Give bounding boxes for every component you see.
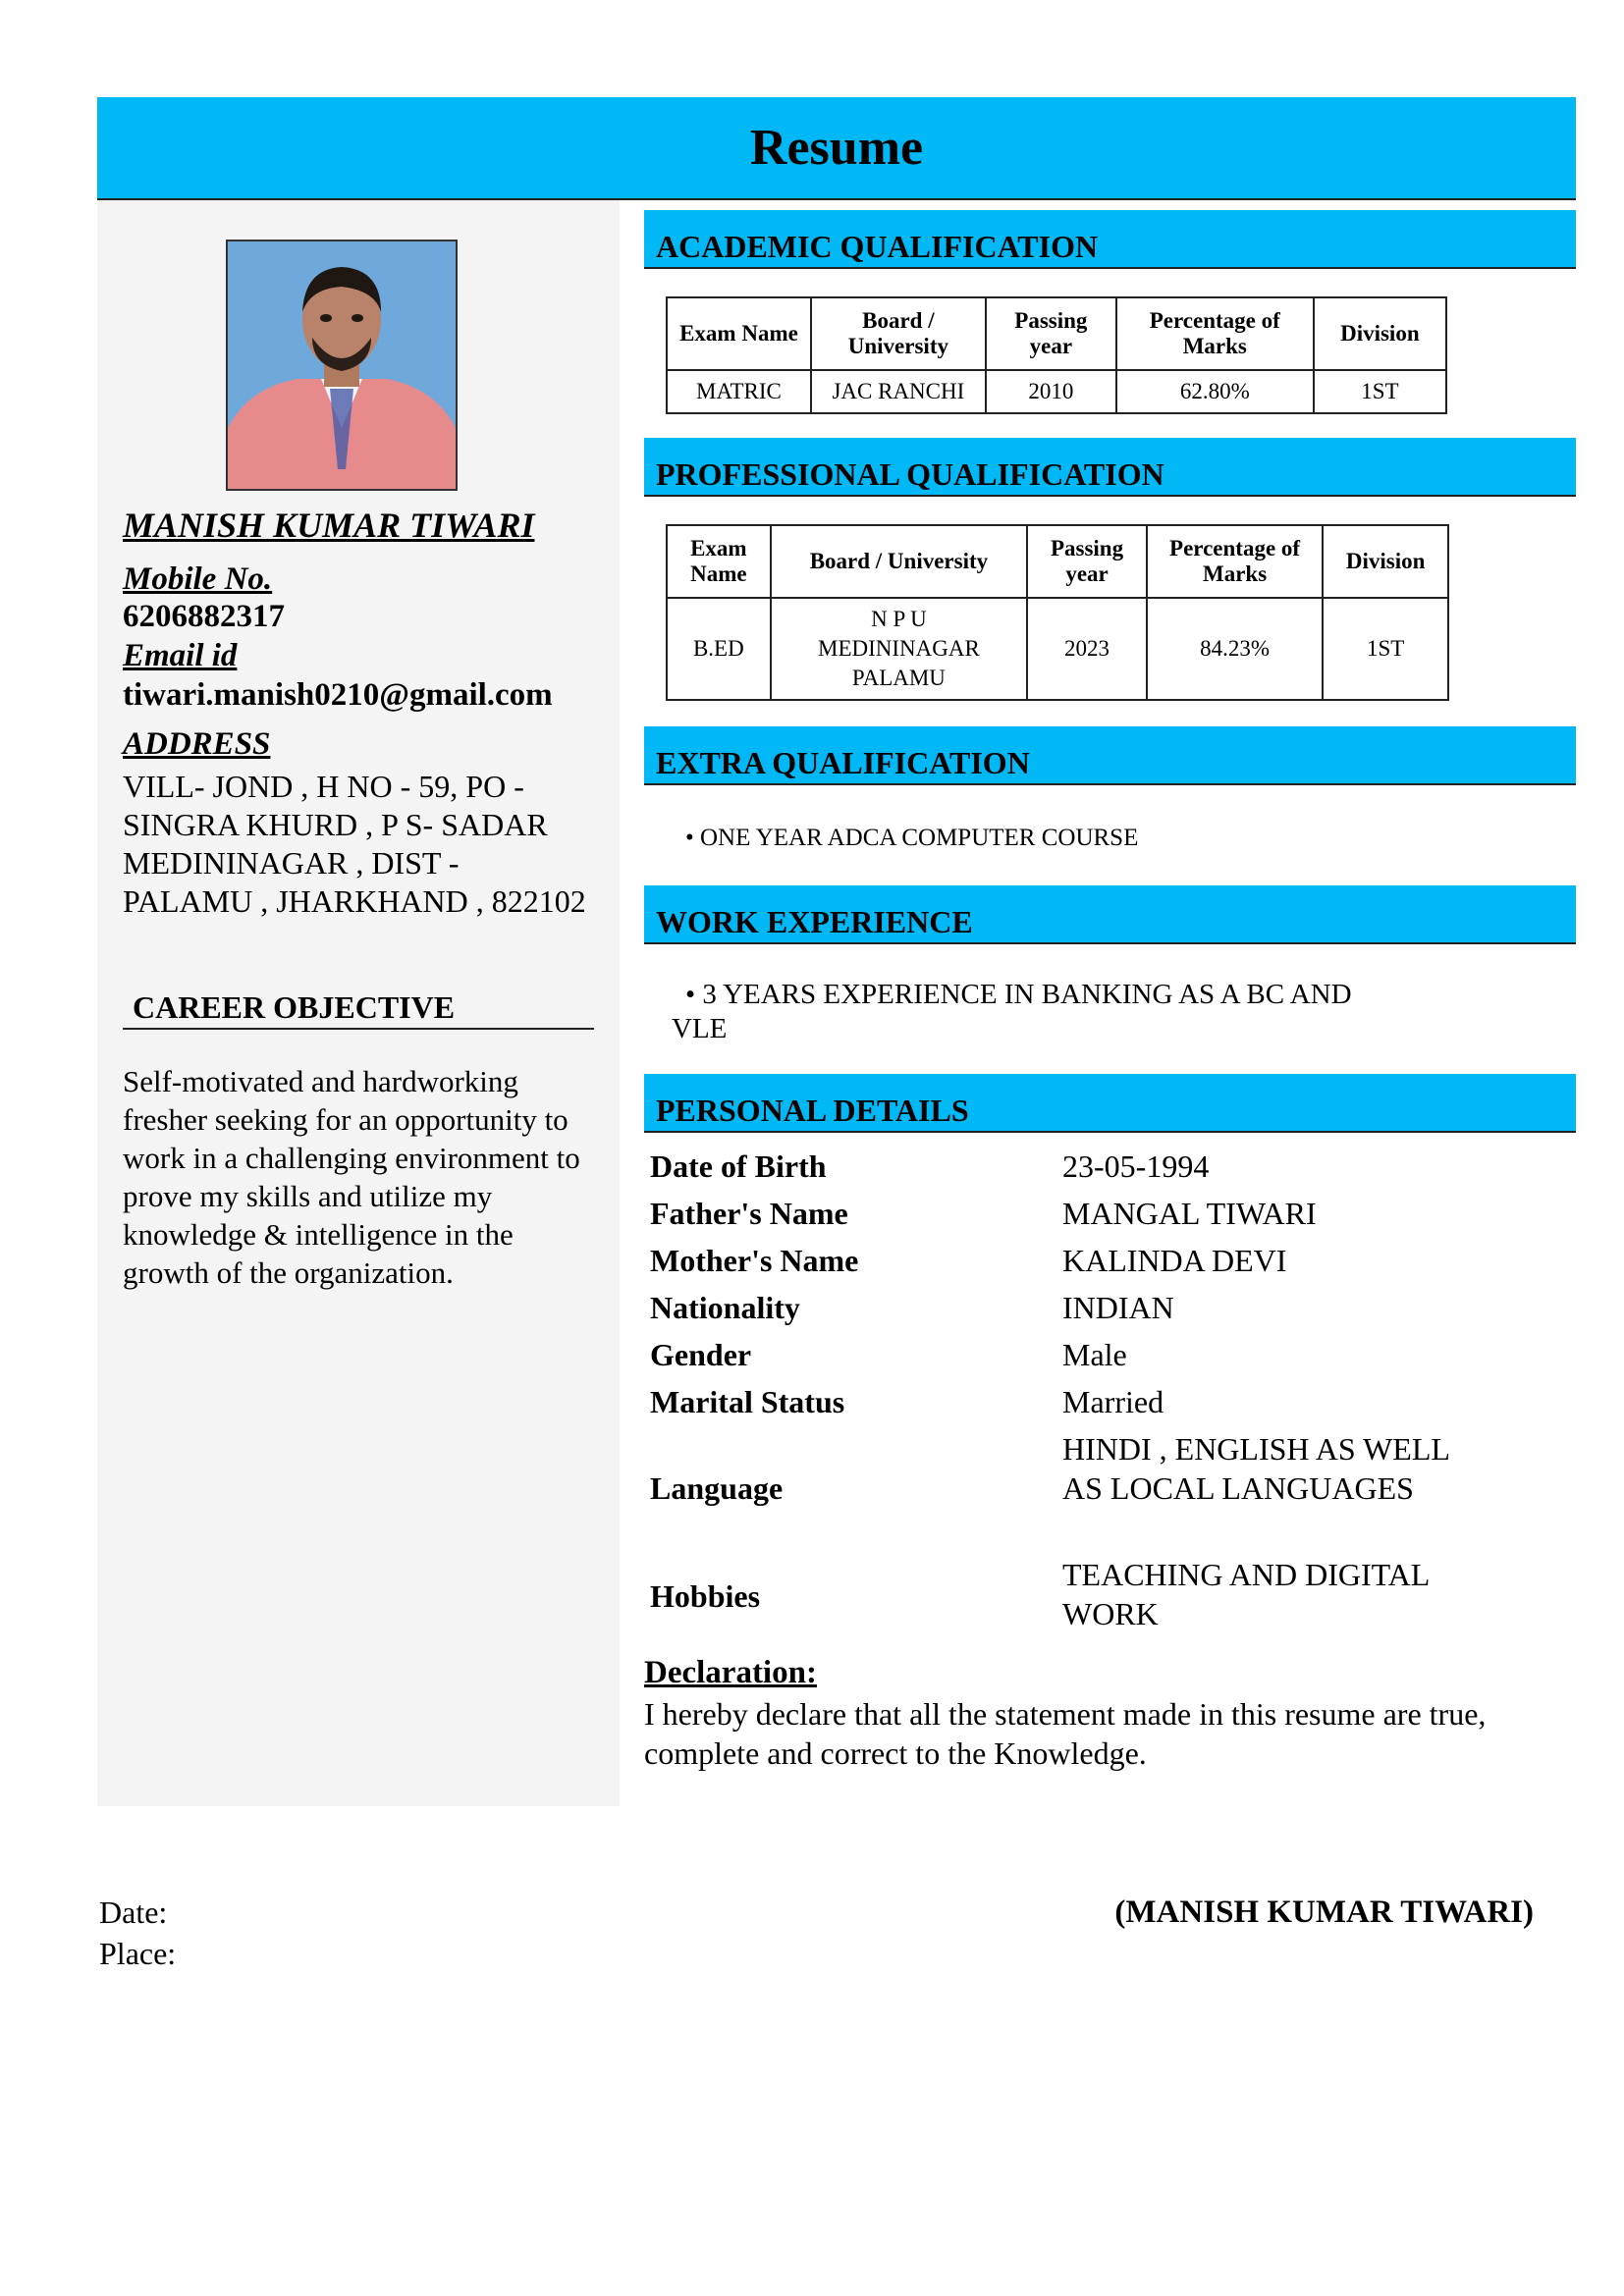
- table-cell: 1ST: [1323, 598, 1448, 700]
- table-header-cell: Board / University: [771, 525, 1028, 598]
- personal-value: KALINDA DEVI: [1062, 1243, 1287, 1278]
- academic-table: [666, 296, 1447, 414]
- table-cell: 2010: [986, 370, 1116, 413]
- personal-label: Hobbies: [650, 1578, 761, 1614]
- table-cell: MATRIC: [667, 370, 811, 413]
- professional-table: [666, 524, 1449, 701]
- table-header-row: [667, 297, 1446, 370]
- page-title: Resume: [749, 120, 924, 176]
- address-text: VILL- JOND , H NO - 59, PO - SINGRA KHURD , P S- SADAR MEDININAGAR , DIST - PALAMU , JHARKHAND , 822102: [123, 769, 586, 919]
- table-header-cell: Board / University: [811, 297, 986, 370]
- signature-name: (MANISH KUMAR TIWARI): [1114, 1895, 1534, 1930]
- personal-value: 23-05-1994: [1062, 1148, 1210, 1184]
- declaration-title: Declaration:: [644, 1655, 817, 1690]
- personal-value: INDIAN: [1062, 1290, 1174, 1325]
- personal-value: Married: [1062, 1384, 1164, 1419]
- personal-label: Marital Status: [650, 1384, 845, 1419]
- personal-value: MANGAL TIWARI: [1062, 1196, 1317, 1231]
- personal-label: Gender: [650, 1337, 752, 1372]
- person-photo-icon: [228, 241, 456, 489]
- personal-label: Date of Birth: [650, 1148, 827, 1184]
- table-cell: 2023: [1027, 598, 1147, 700]
- email-address: tiwari.manish0210@gmail.com: [123, 677, 553, 713]
- personal-value: Male: [1062, 1337, 1127, 1372]
- resume-header: [97, 97, 1576, 200]
- extra-section-header: [644, 726, 1576, 785]
- table-row: [667, 370, 1446, 413]
- table-header-cell: Exam Name: [667, 525, 771, 598]
- table-cell: 84.23%: [1147, 598, 1323, 700]
- personal-label: Father's Name: [650, 1196, 848, 1231]
- academic-section-header: [644, 210, 1576, 269]
- work-section-header: [644, 885, 1576, 944]
- place-label: Place:: [99, 1936, 177, 1971]
- list-item: • 3 YEARS EXPERIENCE IN BANKING AS A BC AND VLE: [672, 979, 1352, 1044]
- profile-photo: [226, 240, 458, 491]
- personal-label: Language: [650, 1470, 784, 1506]
- table-cell: N P U MEDININAGAR PALAMU: [771, 598, 1028, 700]
- section-title: PROFESSIONAL QUALIFICATION: [656, 456, 1164, 492]
- table-header-cell: Division: [1314, 297, 1446, 370]
- table-header-cell: Division: [1323, 525, 1448, 598]
- date-label: Date:: [99, 1895, 168, 1930]
- left-sidebar: [97, 200, 620, 1806]
- table-header-cell: Percentage of Marks: [1147, 525, 1323, 598]
- career-objective-text: Self-motivated and hardworking fresher seeking for an opportunity to work in a challenging environment to prove my skills and utilize my knowledge & intelligence in the growth of the organization.: [123, 1064, 580, 1290]
- professional-section-header: [644, 438, 1576, 497]
- section-title: PERSONAL DETAILS: [656, 1093, 969, 1128]
- table-row: [667, 598, 1448, 700]
- personal-section-header: [644, 1074, 1576, 1133]
- declaration-text: I hereby declare that all the statement made in this resume are true, complete and correct to the Knowledge.: [644, 1696, 1487, 1771]
- table-cell: JAC RANCHI: [811, 370, 986, 413]
- section-title: ACADEMIC QUALIFICATION: [656, 229, 1099, 264]
- email-label: Email id: [123, 638, 238, 673]
- mobile-label: Mobile No.: [123, 561, 273, 597]
- section-title: EXTRA QUALIFICATION: [656, 745, 1030, 780]
- table-cell: B.ED: [667, 598, 771, 700]
- table-header-cell: Passing year: [1027, 525, 1147, 598]
- personal-value: TEACHING AND DIGITAL WORK: [1062, 1557, 1430, 1631]
- table-header-row: [667, 525, 1448, 598]
- table-cell: 62.80%: [1116, 370, 1314, 413]
- section-title: WORK EXPERIENCE: [656, 904, 973, 939]
- table-header-cell: Passing year: [986, 297, 1116, 370]
- address-label: ADDRESS: [123, 726, 271, 762]
- table-cell: 1ST: [1314, 370, 1446, 413]
- candidate-name: MANISH KUMAR TIWARI: [123, 506, 535, 545]
- personal-label: Nationality: [650, 1290, 800, 1325]
- mobile-number: 6206882317: [123, 599, 285, 634]
- personal-value: HINDI , ENGLISH AS WELL AS LOCAL LANGUAGES: [1062, 1431, 1449, 1506]
- list-item: • ONE YEAR ADCA COMPUTER COURSE: [685, 825, 1139, 851]
- personal-label: Mother's Name: [650, 1243, 859, 1278]
- table-header-cell: Percentage of Marks: [1116, 297, 1314, 370]
- table-header-cell: Exam Name: [667, 297, 811, 370]
- career-objective-title: CAREER OBJECTIVE: [123, 989, 594, 1030]
